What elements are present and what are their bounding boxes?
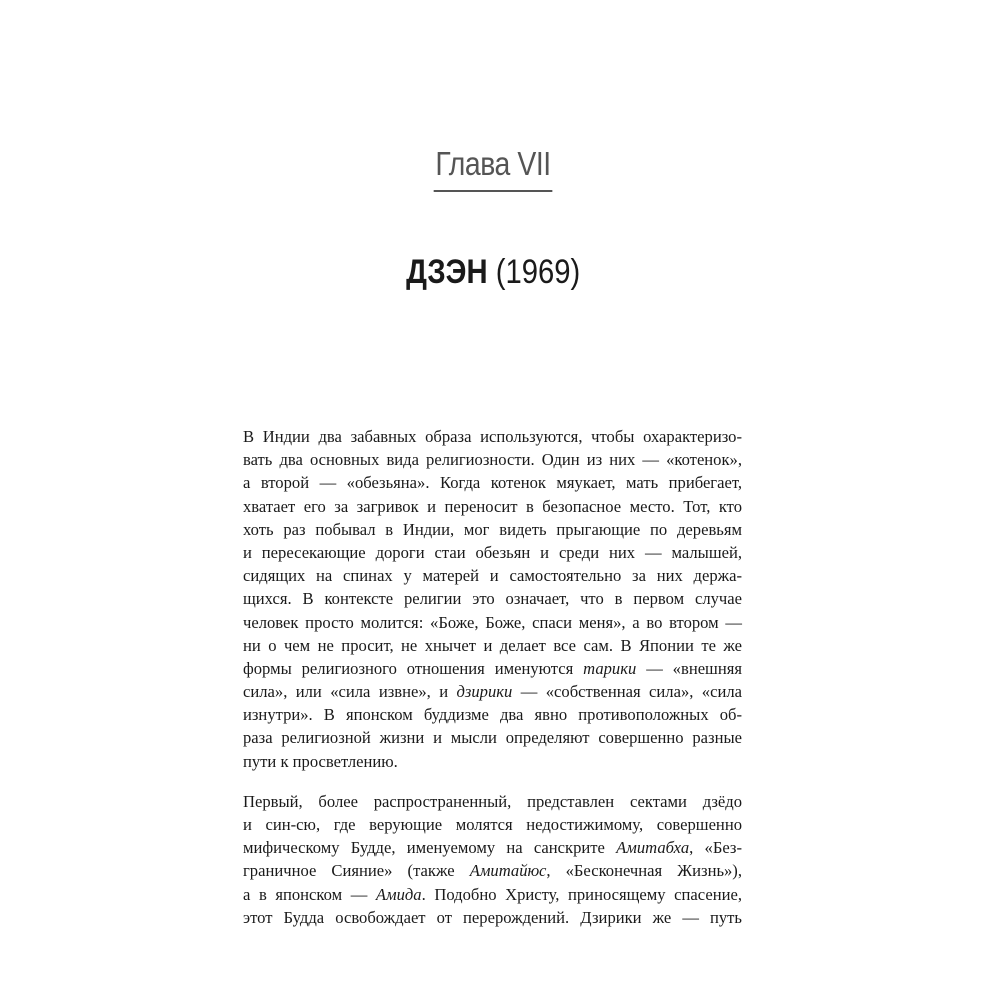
- text-line: [243, 518, 742, 541]
- text-line: [243, 634, 742, 657]
- text-segment: сидящих на спинах у матерей и самостоятельно за них держа-: [243, 566, 742, 586]
- paragraph: [243, 790, 742, 929]
- text-segment: сила», или «сила извне», и: [243, 682, 457, 702]
- text-line: [243, 883, 742, 906]
- text-segment: мифическому Будде, именуемому на санскрите: [243, 838, 617, 858]
- text-segment: хоть раз побывал в Индии, мог видеть прыгающие по деревьям: [243, 519, 742, 539]
- chapter-label: [0, 144, 986, 192]
- text-line: [243, 726, 742, 749]
- italic-term: Амитабха: [616, 838, 690, 858]
- text-segment: — «собственная сила», «сила: [512, 682, 742, 702]
- text-segment: — «внешняя: [636, 658, 742, 678]
- text-segment: . Подобно Христу, приносящему спасение,: [421, 884, 742, 904]
- chapter-label-text: Глава VII: [434, 144, 553, 192]
- chapter-title: [0, 250, 986, 294]
- text-segment: а в японском —: [243, 884, 376, 904]
- text-segment: , «Без-: [689, 838, 742, 858]
- text-line: [243, 541, 742, 564]
- text-line: [243, 813, 742, 836]
- text-line: [243, 859, 742, 882]
- chapter-title-main: ДЗЭН: [405, 253, 488, 291]
- text-segment: щихся. В контексте религии это означает, что в первом случае: [243, 589, 742, 609]
- text-line: [243, 425, 742, 448]
- text-segment: человек просто молится: «Боже, Боже, спаси меня», а во втором —: [243, 612, 742, 632]
- text-segment: раза религиозной жизни и мысли определяют совершенно разные: [243, 728, 742, 748]
- italic-term: Амида: [375, 884, 422, 904]
- paragraph: [243, 425, 742, 773]
- italic-term: тарики: [583, 658, 637, 678]
- text-line: [243, 448, 742, 471]
- text-segment: изнутри». В японском буддизме два явно противоположных об-: [243, 705, 742, 725]
- text-segment: формы религиозного отношения именуются: [243, 658, 584, 678]
- text-segment: граничное Сияние» (также: [243, 861, 470, 881]
- text-line: [243, 587, 742, 610]
- italic-term: дзирики: [456, 682, 513, 702]
- text-segment: , «Бесконечная Жизнь»),: [546, 861, 742, 881]
- text-segment: и син-сю, где верующие молятся недостижимому, совершенно: [243, 815, 742, 834]
- text-segment: вать два основных вида религиозности. Один из них — «котенок»,: [243, 450, 742, 470]
- text-segment: а второй — «обезьяна». Когда котенок мяукает, мать прибегает,: [243, 473, 742, 493]
- text-line: [243, 611, 742, 634]
- text-line: [243, 495, 742, 518]
- text-line: [243, 906, 742, 929]
- text-line: [243, 564, 742, 587]
- text-line: [243, 657, 742, 680]
- chapter-title-year: (1969): [495, 253, 581, 291]
- text-line: [243, 703, 742, 726]
- text-segment: хватает его за загривок и переносит в безопасное место. Тот, кто: [243, 496, 742, 516]
- text-line: [243, 471, 742, 494]
- text-line: [243, 680, 742, 703]
- text-line: [243, 750, 742, 773]
- italic-term: Амитайюс: [469, 861, 547, 881]
- text-line: [243, 790, 742, 813]
- text-segment: В Индии два забавных образа используются, чтобы охарактеризо-: [243, 427, 742, 446]
- text-segment: и пересекающие дороги стаи обезьян и среди них — малышей,: [243, 542, 742, 562]
- text-line: [243, 836, 742, 859]
- text-segment: пути к просветлению.: [243, 751, 398, 771]
- text-segment: этот Будда освобождает от перерождений. Дзирики же — путь: [243, 907, 742, 927]
- text-segment: ни о чем не просит, не хнычет и делает все сам. В Японии те же: [243, 635, 742, 655]
- text-segment: Первый, более распространенный, представлен сектами дзёдо: [243, 791, 742, 811]
- body-text: [243, 425, 742, 929]
